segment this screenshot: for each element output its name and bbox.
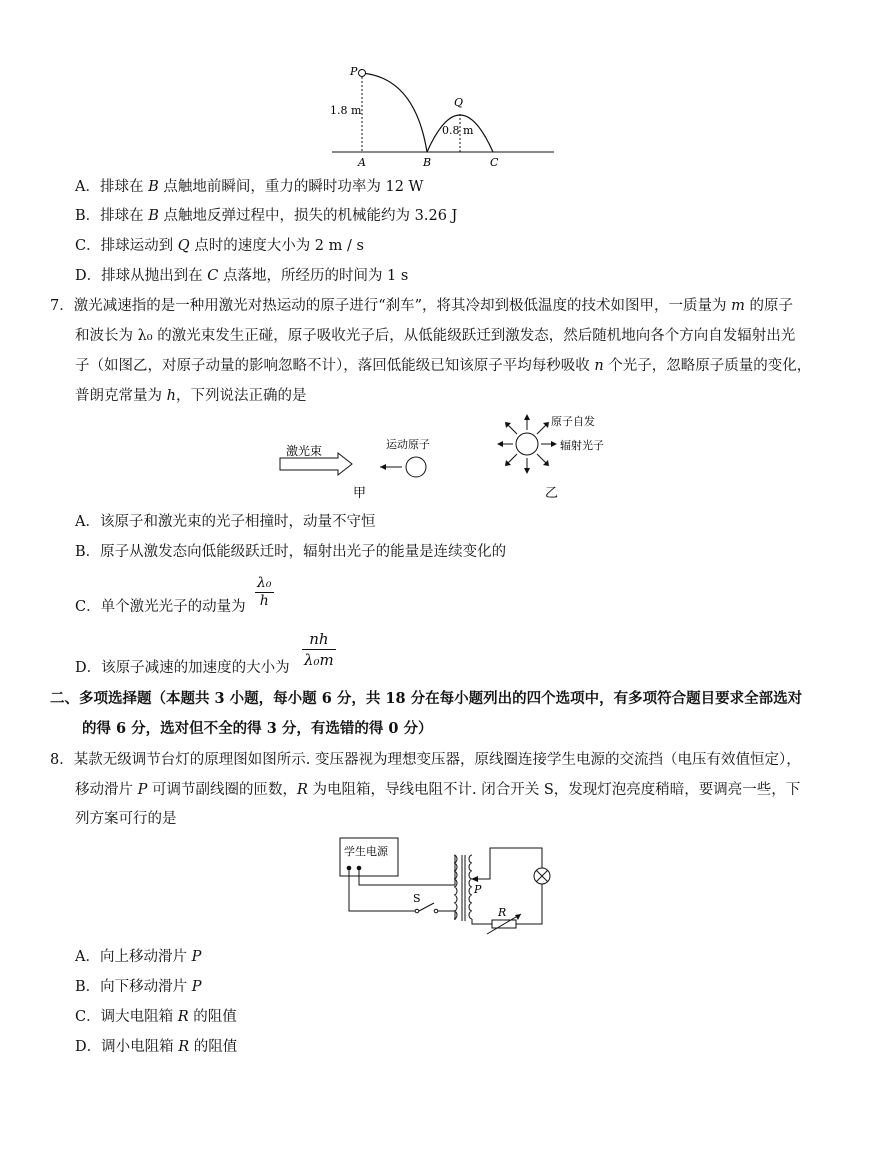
q7-option-d: D．该原子减速的加速度的大小为 (75, 660, 290, 676)
point-P-label: P (350, 65, 358, 78)
q7-option-a: A．该原子和激光束的光子相撞时，动量不守恒 (75, 514, 376, 530)
height-P-label: 1.8 m (330, 104, 362, 117)
q7-option-b: B．原子从激发态向低能级跃迁时，辐射出光子的能量是连续变化的 (75, 544, 507, 560)
q7-option-c-fraction: $\frac{\text{λ₀}}{h}$ (257, 575, 272, 609)
resistor-R-label: R (498, 906, 507, 919)
section2-heading-line2: 的得 6 分，选对但不全的得 3 分，有选错的得 0 分） (82, 720, 433, 737)
slider-P-label: P (474, 883, 482, 896)
q7-stem-line2: 和波长为 λ₀ 的激光束发生正碰，原子吸收光子后，从低能级跃迁到激发态，然后随机地向各个方向自发辐射出光 (75, 328, 796, 344)
q6-option-c: C．排球运动到 Q 点时的速度大小为 2 m / s (75, 238, 364, 254)
q8-option-b: B．向下移动滑片 P (75, 979, 202, 995)
section2-heading-line1: 二、多项选择题（本题共 3 小题，每小题 6 分，共 18 分在每小题列出的四个选项中，有多项符合题目要求全部选对 (50, 690, 803, 707)
circuit-figure (335, 835, 565, 935)
point-B-label: B (423, 156, 432, 169)
q8-stem-line1: 8．某款无级调节台灯的原理图如图所示. 变压器视为理想变压器，原线圈连接学生电源的交流挡（电压有效值恒定）， (50, 752, 801, 768)
q7-stem-line4: 普朗克常量为 h，下列说法正确的是 (75, 388, 307, 404)
q7-stem-line1: 7．激光减速指的是一种用激光对热运动的原子进行“刹车”，将其冷却到极低温度的技术如图甲，一质量为 m 的原子 (50, 298, 794, 314)
q6-option-d: D．排球从抛出到在 C 点落地，所经历的时间为 1 s (75, 268, 409, 284)
spontaneous-label: 原子自发 (551, 415, 595, 428)
q8-option-c: C．调大电阻箱 R 的阻值 (75, 1009, 237, 1025)
point-A-label: A (358, 156, 366, 169)
trajectory-figure (320, 60, 560, 170)
q8-option-a: A．向上移动滑片 P (75, 949, 202, 965)
q7-stem-line3: 子（如图乙，对原子动量的影响忽略不计），落回低能级已知该原子平均每秒吸收 n 个光子，忽略原子质量的变化， (75, 358, 812, 374)
laser-beam-label: 激光束 (286, 444, 323, 458)
point-C-label: C (490, 156, 499, 169)
emit-photon-label: 辐射光子 (560, 439, 604, 452)
point-Q-label: Q (454, 96, 464, 109)
q7-option-d-fraction: $\frac{nh}{\text{λ₀m}}$ (304, 630, 334, 669)
q8-stem-line3: 列方案可行的是 (75, 811, 177, 827)
figure-yi-label: 乙 (545, 486, 559, 501)
figure-jia-label: 甲 (353, 486, 367, 501)
q8-option-d: D．调小电阻箱 R 的阻值 (75, 1039, 238, 1055)
moving-atom-label: 运动原子 (386, 438, 430, 451)
power-source-label: 学生电源 (344, 845, 388, 858)
height-Q-label: 0.8 m (442, 124, 474, 137)
q8-stem-line2: 移动滑片 P 可调节副线圈的匝数，R 为电阻箱，导线电阻不计. 闭合开关 S，发现灯泡亮度稍暗，要调亮一些，下 (75, 782, 801, 798)
q7-option-c: C．单个激光光子的动量为 (75, 599, 246, 615)
switch-S-label: S (413, 892, 421, 905)
q6-option-a: A．排球在 B 点触地前瞬间，重力的瞬时功率为 12 W (75, 179, 424, 195)
laser-cooling-figure (270, 405, 630, 505)
q6-option-b: B．排球在 B 点触地反弹过程中，损失的机械能约为 3.26 J (75, 208, 458, 224)
